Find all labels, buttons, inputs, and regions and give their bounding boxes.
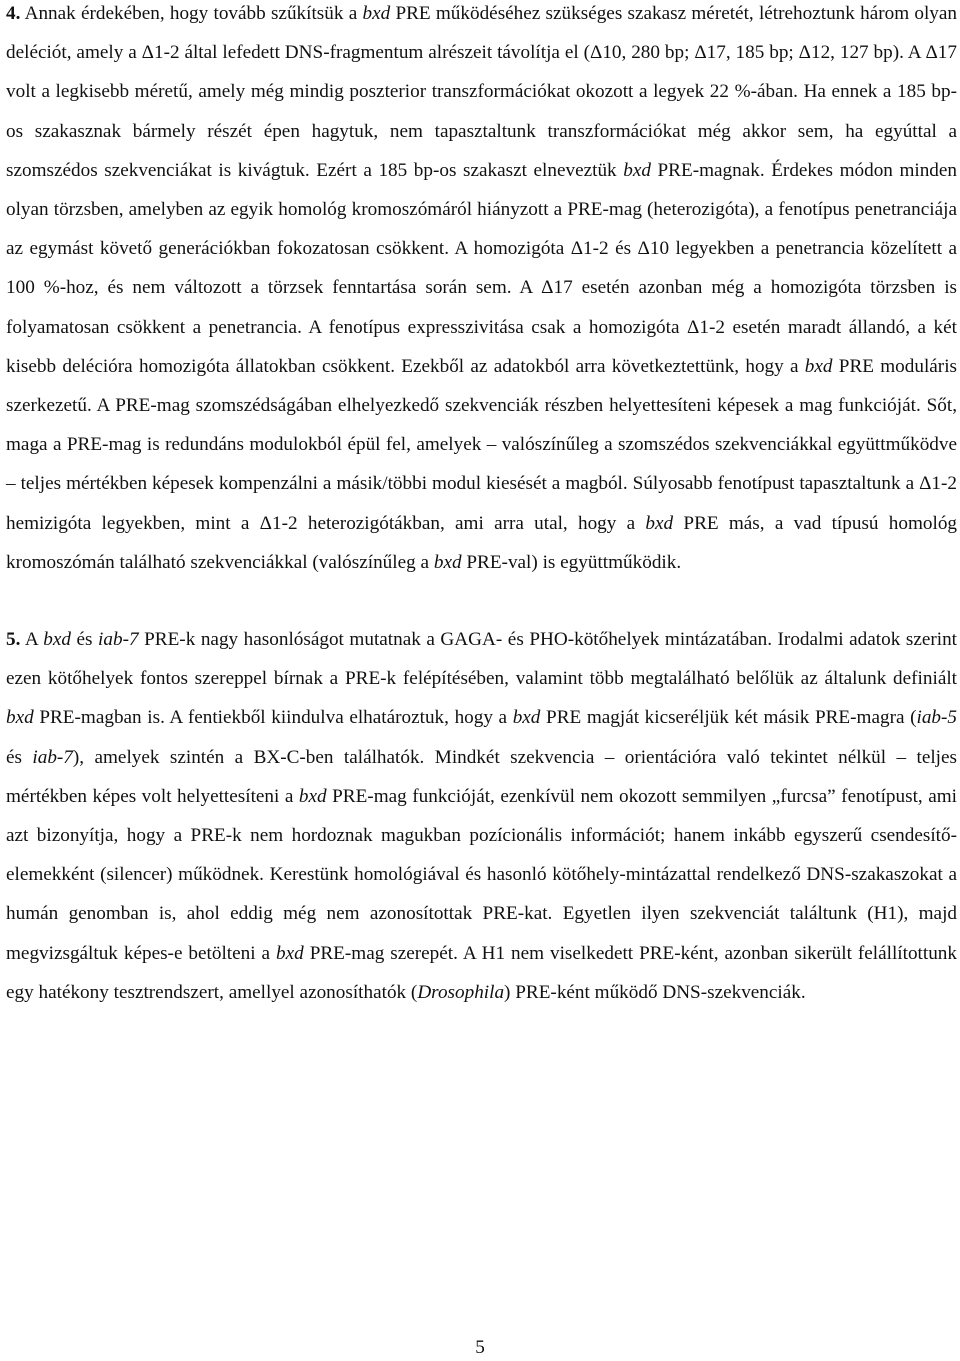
paragraph-5 bbox=[6, 620, 957, 1012]
italic-term: iab-7 bbox=[98, 629, 139, 651]
text-run: ) PRE-ként működő DNS-szekvenciák. bbox=[504, 981, 806, 1003]
paragraph-number: 5. bbox=[6, 629, 21, 651]
text-run: Annak érdekében, hogy tovább szűkítsük a bbox=[20, 3, 363, 24]
text-run: A bbox=[20, 629, 44, 651]
italic-term: bxd bbox=[362, 3, 391, 24]
italic-term: bxd bbox=[298, 785, 327, 807]
text-run: PRE magját kicseréljük két másik PRE-magra ( bbox=[540, 707, 917, 729]
text-run: PRE moduláris szerkezetű. A PRE-mag szomszédságában elhelyezkedő szekvenciák részben helyettesíteni képesek a mag funkcióját. Sőt, maga a PRE-mag is redundáns modulokból épül fel, amelyek – valószínűleg a szomszédos szekvenciákkal együttműködve – teljes mértékben képesek kompenzálni a másik/többi modul kiesését a magból. Súlyosabb fenotípust tapasztaltunk a Δ1-2 hemizigóta legyekben, mint a Δ1-2 heterozigótákban, ami arra utal, hogy a bbox=[6, 355, 957, 534]
italic-term: Drosophila bbox=[417, 981, 505, 1003]
italic-term: bxd bbox=[6, 707, 34, 729]
paragraph-number: 4. bbox=[6, 3, 21, 24]
italic-term: bxd bbox=[43, 629, 71, 651]
italic-term: iab-5 bbox=[916, 707, 957, 729]
text-run: és bbox=[70, 629, 99, 651]
italic-term: bxd bbox=[512, 707, 541, 729]
text-run: PRE-magnak. Érdekes módon minden olyan törzsben, amelyben az egyik homológ kromoszómáról hiányzott a PRE-mag (heterozigóta), a fenotípus penetranciája az egymást követő generációkban fokozatosan csökkent. A homozigóta Δ1-2 és Δ10 legyekben a penetrancia közelített a 100 %-hoz, és nem változott a törzsek fenntartása során sem. A Δ17 esetén azonban még a homozigóta törzsben is folyamatosan csökkent a penetrancia. A fenotípus expresszivitása csak a homozigóta Δ1-2 esetén maradt állandó, a két kisebb delécióra homozigóta állatokban csökkent. Ezekből az adatokból arra következtettünk, hogy a bbox=[6, 159, 958, 377]
italic-term: bxd bbox=[276, 942, 304, 964]
italic-term: iab-7 bbox=[32, 746, 73, 768]
italic-term: bxd bbox=[645, 512, 674, 534]
text-run: és bbox=[6, 746, 33, 768]
paragraph-4 bbox=[6, 0, 957, 582]
text-run: PRE-k nagy hasonlóságot mutatnak a GAGA- és PHO-kötőhelyek mintázatában. Irodalmi adatok szerint ezen kötőhelyek fontos szereppel bírnak a PRE-k felépítésében, valamint több megtalálható belőlük az általunk definiált bbox=[6, 629, 957, 690]
text-run: PRE-mag szerepét. A H1 nem viselkedett PRE-ként, azonban sikerült felállítottunk egy hatékony tesztrendszert, amellyel azonosíthatók ( bbox=[6, 942, 957, 1003]
italic-term: bxd bbox=[623, 159, 651, 181]
text-run: PRE más, a vad típusú homológ kromoszómán található szekvenciákkal (valószínűleg a bbox=[6, 512, 957, 573]
text-run: PRE-val) is együttműködik. bbox=[461, 551, 682, 573]
text-run: ), amelyek szintén a BX-C-ben találhatók. Mindkét szekvencia – orientációra való tekintet nélkül – teljes mértékben képes volt helyettesíteni a bbox=[6, 746, 957, 807]
italic-term: bxd bbox=[433, 551, 462, 573]
italic-term: bxd bbox=[804, 355, 833, 377]
text-run: PRE-mag funkcióját, ezenkívül nem okozott semmilyen „furcsa” fenotípust, ami azt bizonyítja, hogy a PRE-k nem hordoznak magukban pozícionális információt; hanem inkább egyszerű csendesítő-elemekként (silencer) működnek. Kerestünk homológiával és hasonló kötőhely-mintázattal rendelkező DNS-szakaszokat a humán genomban is, ahol eddig még nem azonosítottak PRE-kat. Egyetlen ilyen szekvenciát találtunk (H1), majd megvizsgáltuk képes-e betölteni a bbox=[6, 785, 957, 964]
page-number: 5 bbox=[475, 1337, 485, 1358]
text-run: PRE működéséhez szükséges szakasz méretét, létrehoztunk három olyan deléciót, amely a Δ1-2 által lefedett DNS-fragmentum alrészeit távolítja el (Δ10, 280 bp; Δ17, 185 bp; Δ12, 127 bp). A Δ17 volt a legkisebb méretű, amely még mindig poszterior transzformációkat okozott a legyek 22 %-ában. Ha ennek a 185 bp-os szakasznak bármely részét épen hagytuk, nem tapasztaltunk transzformációkat még akkor sem, ha egyúttal a szomszédos szekvenciákat is kivágtuk. Ezért a 185 bp-os szakaszt elneveztük bbox=[6, 3, 957, 181]
document-page bbox=[6, 0, 957, 1012]
text-run: PRE-magban is. A fentiekből kiindulva elhatároztuk, hogy a bbox=[33, 707, 513, 729]
